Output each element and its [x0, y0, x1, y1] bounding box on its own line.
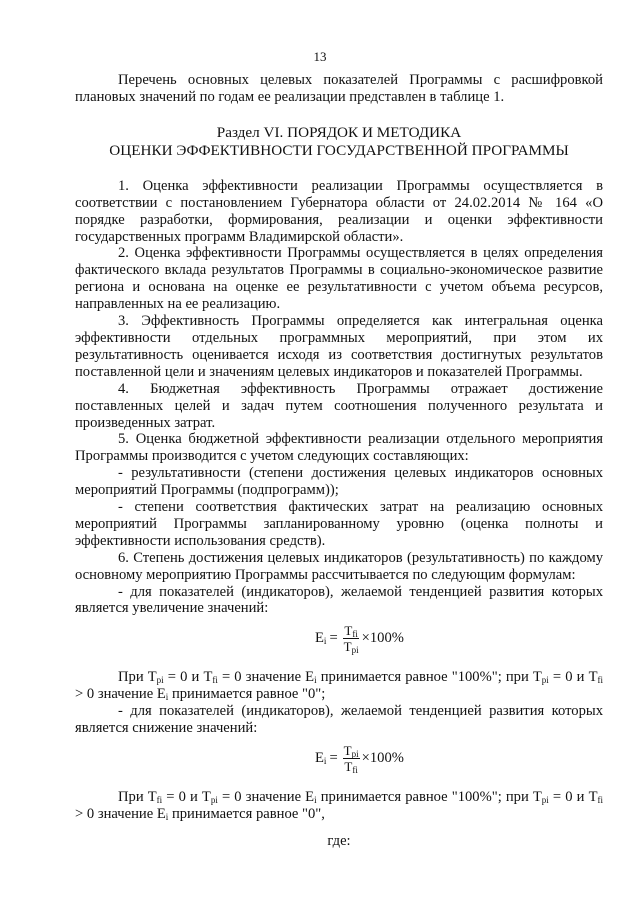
fraction-denominator: $T_{fi}$	[344, 759, 358, 775]
note-increase: При $T_{pi} = 0$ и $T_{fi} = 0$ значение $E_i$ принимается равное "100%"; при $T_{pi} = 0$ и $T_{fi} > 0$ значение $E_i$ принимается равное "0";	[75, 669, 603, 703]
bullet-cost-compliance: - степени соответствия фактических затрат на реализацию основных мероприятий Программы запланированному уровню (оценка полноты и эффективности использования средств).	[75, 499, 603, 549]
bullet-effectiveness: - результативности (степени достижения целевых индикаторов основных мероприятий Программы (подпрограмм));	[75, 465, 603, 499]
formula-fraction	[343, 743, 360, 774]
formula-lhs: $E_i$	[315, 750, 327, 767]
paragraph-3: 3. Эффективность Программы определяется как интегральная оценка эффективности отдельных программных мероприятий, при этом их результативность оценивается исходя из соответствия достигнутых результатов поставленной цели и значениям целевых индикаторов и показателей Программы.	[75, 313, 603, 380]
fraction-numerator: $T_{fi}$	[344, 623, 358, 640]
formula-equals: =	[329, 750, 338, 767]
formula-multiplier: ×100%	[361, 750, 404, 767]
formula-lhs: $E_i$	[315, 630, 327, 647]
paragraph-1: 1. Оценка эффективности реализации Программы осуществляется в соответствии с постановлением Губернатора области от 24.02.2014 № 164 «О порядке разработки, формирования, реализации и оценки эффективности государственных программ Владимирской области».	[75, 177, 603, 245]
bullet-decrease-indicators: - для показателей (индикаторов), желаемой тенденцией развития которых является снижение значений:	[75, 703, 603, 737]
bullet-increase-indicators: - для показателей (индикаторов), желаемой тенденцией развития которых является увеличение значений:	[75, 583, 603, 617]
formula-fraction	[343, 623, 360, 654]
formula-decrease	[75, 739, 603, 784]
formula-increase	[75, 619, 603, 664]
note-decrease: При $T_{fi} = 0$ и $T_{pi} = 0$ значение $E_i$ принимается равное "100%"; при $T_{pi} = 0$ и $T_{fi} > 0$ значение $E_i$ принимается равное "0",	[75, 789, 603, 822]
paragraph-2: 2. Оценка эффективности Программы осуществляется в целях определения фактического вклада результатов Программы в социально-экономическое развитие региона и основана на оценке ее результативности с учетом объема ресурсов, направленных на ее реализацию.	[75, 245, 603, 313]
page-number: 13	[313, 49, 327, 64]
paragraph-5: 5. Оценка бюджетной эффективности реализации отдельного мероприятия Программы производится с учетом следующих составляющих:	[75, 431, 603, 465]
section-title-line-1: Раздел VI. ПОРЯДОК И МЕТОДИКА	[216, 123, 462, 141]
section-title-line-2: ОЦЕНКИ ЭФФЕКТИВНОСТИ ГОСУДАРСТВЕННОЙ ПРОГРАММЫ	[109, 141, 569, 159]
document-body	[75, 72, 603, 850]
formula-multiplier: ×100%	[361, 630, 404, 647]
formula-equals: =	[329, 630, 338, 647]
where-label: где:	[327, 832, 351, 849]
intro-paragraph: Перечень основных целевых показателей Программы с расшифровкой плановых значений по годам ее реализации представлен в таблице 1.	[75, 72, 603, 105]
paragraph-6: 6. Степень достижения целевых индикаторов (результативность) по каждому основному мероприятию Программы рассчитывается по следующим формулам:	[75, 549, 603, 583]
fraction-numerator: $T_{pi}$	[343, 743, 359, 759]
fraction-denominator: $T_{pi}$	[343, 639, 359, 656]
paragraph-4: 4. Бюджетная эффективность Программы отражает достижение поставленных целей и задач путем соотношения полученного результата и произведенных затрат.	[75, 380, 603, 431]
